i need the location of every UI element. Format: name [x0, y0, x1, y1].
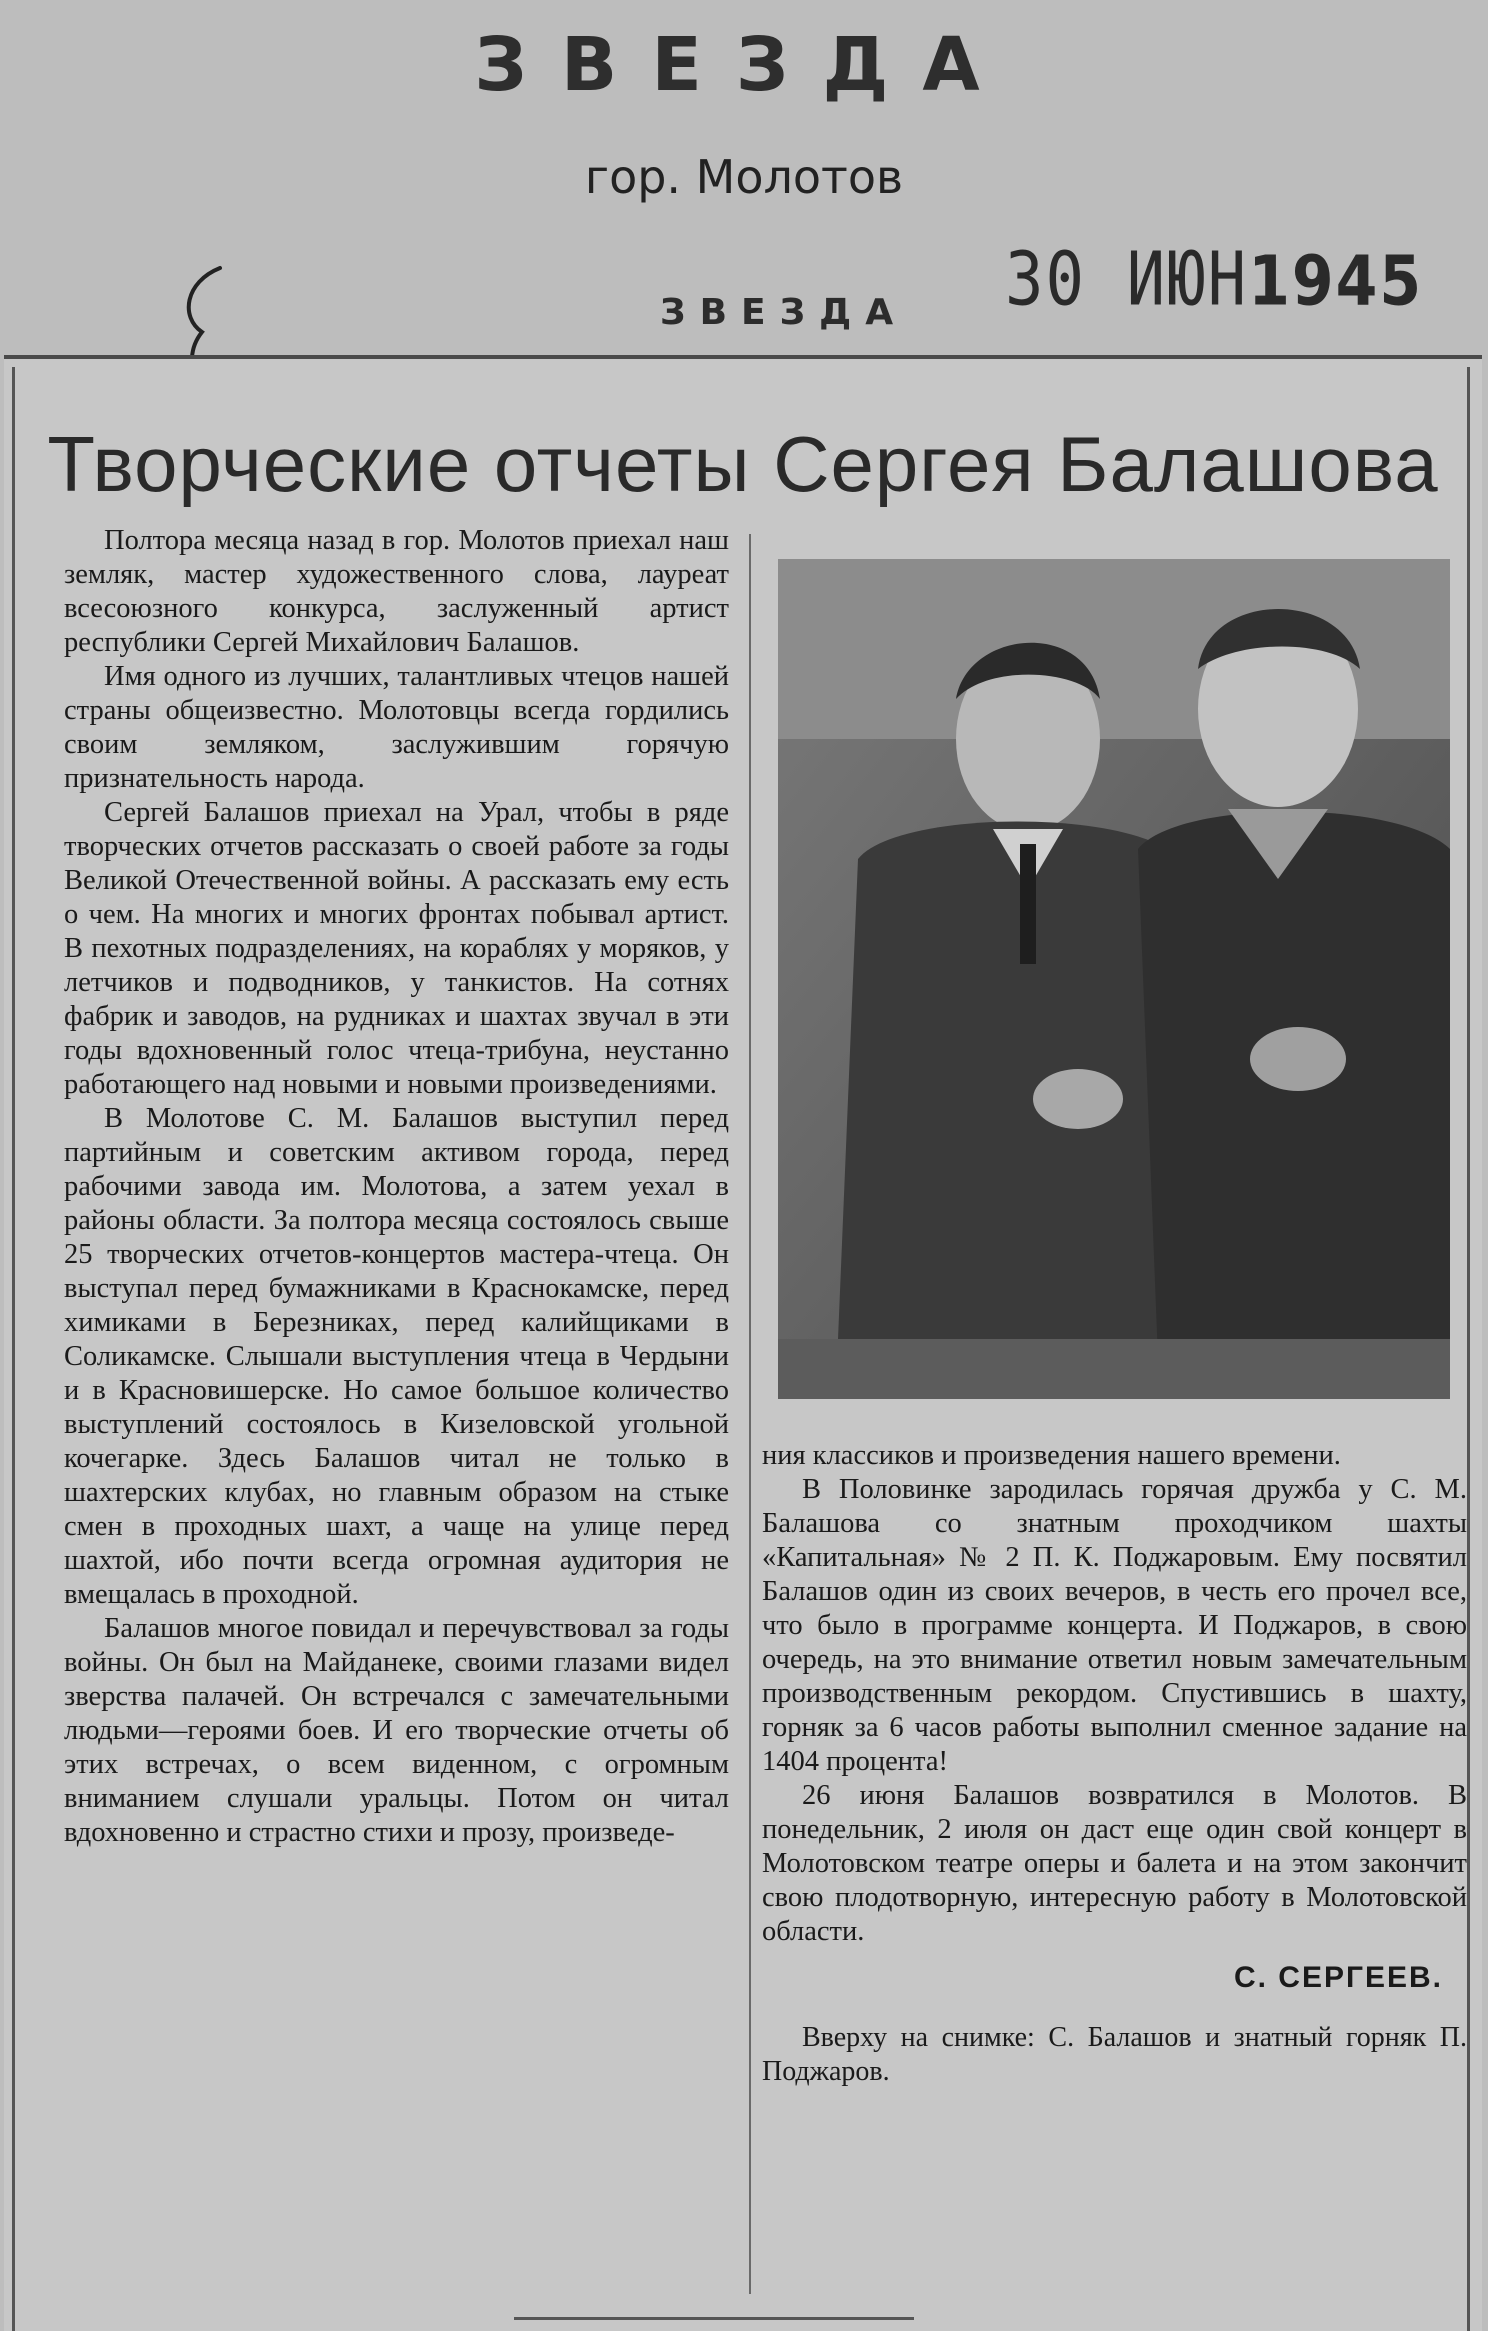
stamp-year: 1945 — [1248, 241, 1424, 322]
clipping-header — [0, 0, 1488, 355]
column-divider — [749, 534, 751, 2294]
paragraph: Имя одного из лучших, талантливых чтецов нашей страны общеизвестно. Молотовцы всегда гордились своим земляком, заслужившим горячую признательность народа. — [64, 661, 729, 794]
paper-name: ЗВЕЗДА — [660, 292, 908, 333]
photo — [778, 559, 1450, 1399]
paragraph: ния классиков и произведения нашего времени. — [762, 1440, 1341, 1471]
masthead: ЗВЕЗДА — [474, 22, 1014, 108]
paragraph: Полтора месяца назад в гор. Молотов приехал наш земляк, мастер художественного слова, лауреат всесоюзного конкурса, заслуженный артист республики Сергей Михайлович Балашов. — [64, 525, 729, 658]
photo-image — [778, 559, 1450, 1399]
photo-caption: Вверху на снимке: С. Балашов и знатный горняк П. Поджаров. — [762, 2022, 1467, 2087]
paragraph: В Половинке зародилась горячая дружба у С. М. Балашова со знатным проходчиком шахты «Капитальная» № 2 П. К. Поджаровым. Ему посвятил Балашов один из своих вечеров, в честь его прочел все, что было в программе концерта. И Поджаров, в свою очередь, на это внимание ответил новым замечательным производственным рекордом. Спустившись в шахту, горняк за 6 часов работы выполнил сменное задание на 1404 процента! — [762, 1474, 1467, 1777]
paragraph: В Молотове С. М. Балашов выступил перед партийным и советским активом города, перед рабочими завода им. Молотова, а затем уехал в районы области. За полтора месяца состоялось свыше 25 творческих отчетов-концертов мастера-чтеца. Он выступал перед бумажниками в Краснокамске, перед химиками в Березниках, перед калийщиками в Соликамске. Слышали выступления чтеца в Чердыни и в Красновишерске. Но самое большое количество выступлений состоялось в Кизеловской угольной кочегарке. Здесь Балашов читал не только в шахтерских клубах, но главным образом на стыке смен в проходных шахт, а чаще на улице перед шахтой, ибо почти всегда огромная аудитория не вмещалась в проходной. — [64, 1103, 729, 1610]
city-label: гор. Молотов — [584, 150, 904, 204]
author-signature: С. СЕРГЕЕВ. — [1233, 1961, 1443, 1994]
paragraph: 26 июня Балашов возвратился в Молотов. В понедельник, 2 июля он даст еще один свой концерт в Молотовском театре оперы и балета и на этом закончит свою плодотворную, интересную работу в Молотовской области. — [762, 1780, 1467, 1947]
stamp-date: 30 ИЮН — [1005, 238, 1249, 324]
paragraph: Балашов многое повидал и перечувствовал за годы войны. Он был на Майданеке, своими глазами видел зверства палачей. Он встречался с замечательными людьми—героями боев. И его творческие отчеты об этих встречах, о всем виденном, с огромным вниманием слушали уральцы. Потом он читал вдохновенно и страстно стихи и прозу, произведе- — [64, 1613, 729, 1848]
left-column — [64, 524, 729, 2324]
bottom-rule — [514, 2317, 914, 2320]
right-column — [762, 1439, 1467, 2089]
article — [4, 355, 1482, 2331]
date-stamp — [1005, 238, 1423, 323]
headline: Творческие отчеты Сергея Балашова — [47, 420, 1439, 508]
paragraph: Сергей Балашов приехал на Урал, чтобы в ряде творческих отчетов рассказать о своей работе за годы Великой Отечественной войны. А рассказать ему есть о чем. На многих и многих фронтах побывал артист. В пехотных подразделениях, на кораблях у моряков, у летчиков и подводников, у танкистов. На сотнях фабрик и заводов, на рудниках и шахтах звучал в эти годы вдохновенный голос чтеца-трибуна, неустанно работающего над новыми и новыми произведениями. — [64, 797, 729, 1100]
